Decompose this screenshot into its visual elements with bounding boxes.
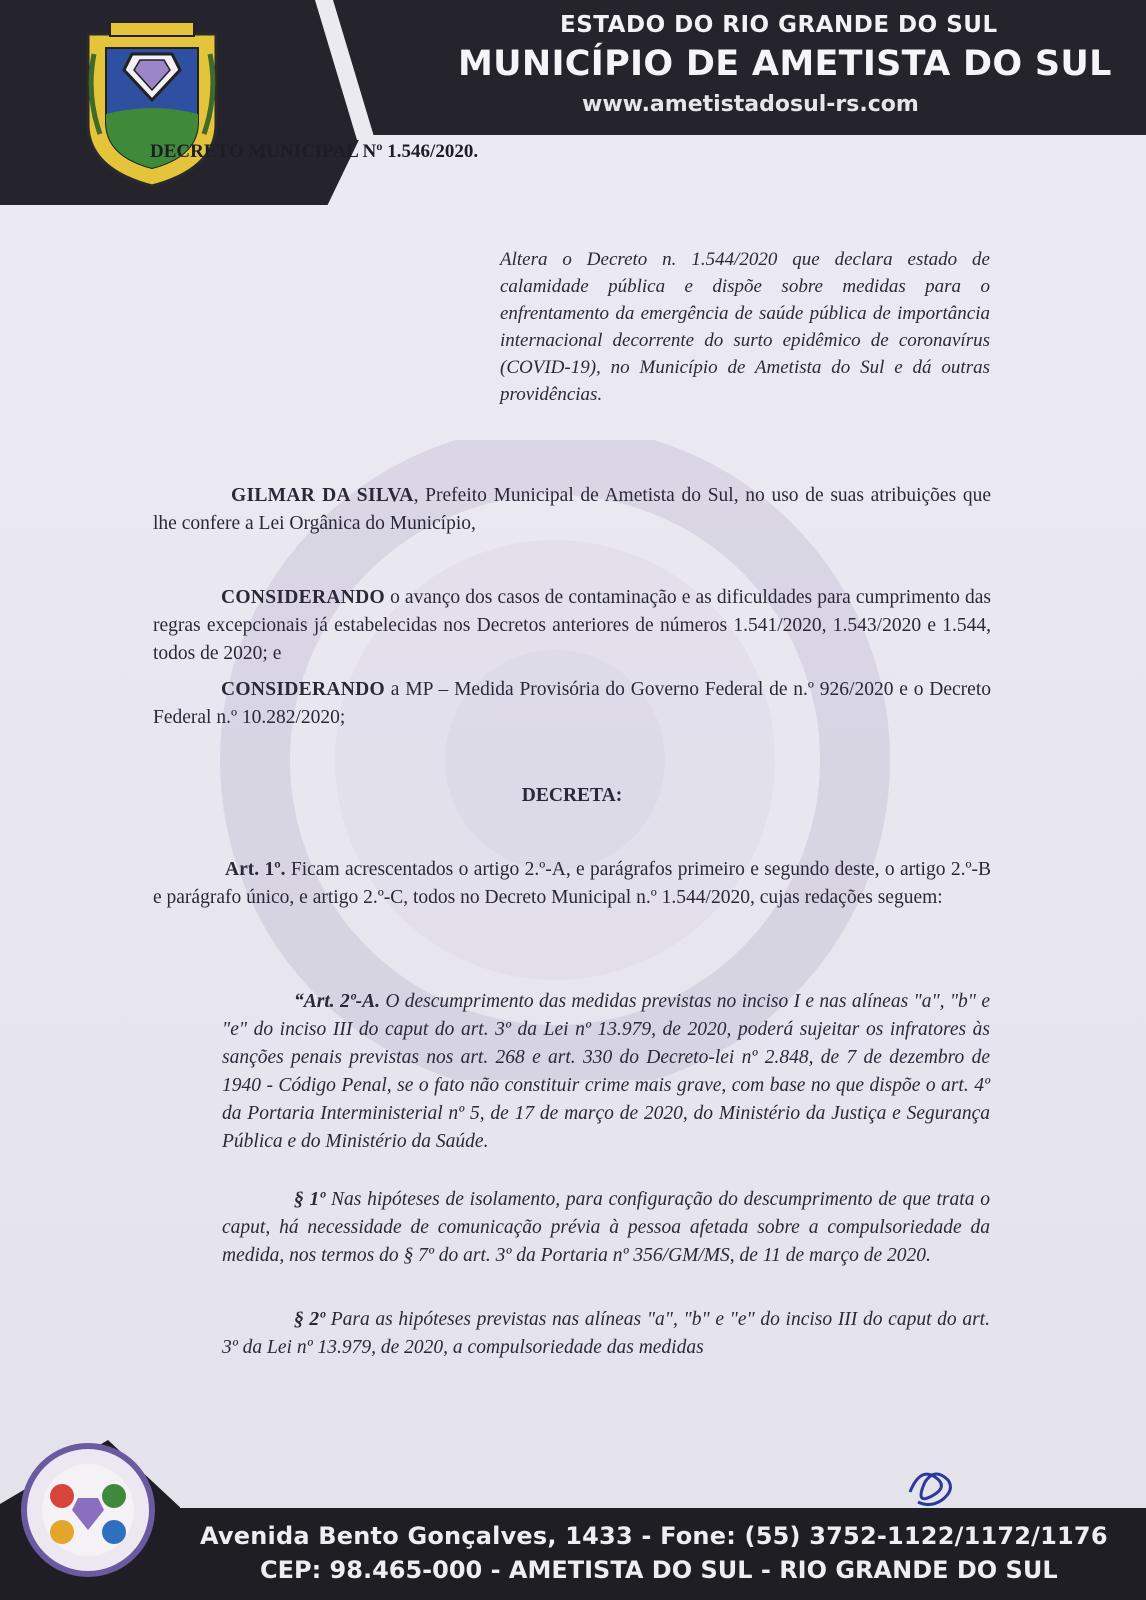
- article-2a-lead: “Art. 2º-A.: [294, 991, 380, 1012]
- considerando-1: [153, 584, 991, 668]
- paragraph-2: [222, 1306, 990, 1362]
- mayor-name: GILMAR DA SILVA: [231, 485, 414, 506]
- signature-initials-icon: [900, 1462, 960, 1512]
- decreta-heading: DECRETA:: [521, 785, 623, 806]
- article-1-lead: Art. 1º.: [225, 859, 286, 880]
- footer-logo-icon: [18, 1440, 158, 1580]
- footer-cep: CEP: 98.465-000 - AMETISTA DO SUL - RIO GRANDE DO SUL: [260, 1556, 1058, 1584]
- paragraph-1: [222, 1186, 990, 1270]
- article-2a: [222, 988, 990, 1156]
- considerando-2-text: a MP – Medida Provisória do Governo Federal de n.º 926/2020 e o Decreto Federal n.º 10.282/2020;: [153, 679, 991, 728]
- decree-summary: Altera o Decreto n. 1.544/2020 que declara estado de calamidade pública e dispõe sobre medidas para o enfrentamento da emergência de saúde pública de importância internacional decorrente do surto epidêmico de coronavírus (COVID-19), no Município de Ametista do Sul e dá outras providências.: [500, 249, 990, 405]
- considerando-1-text: o avanço dos casos de contaminação e as dificuldades para cumprimento das regras excepcionais já estabelecidas nos Decretos anteriores de números 1.541/2020, 1.543/2020 e 1.544, todos de 2020; e: [153, 587, 991, 664]
- paragraph-1-text: Nas hipóteses de isolamento, para configuração do descumprimento de que trata o caput, há necessidade de comunicação prévia à pessoa afetada sobre a compulsoriedade da medida, nos termos do § 7º do art. 3º da Portaria nº 356/GM/MS, de 11 de março de 2020.: [222, 1189, 990, 1266]
- paragraph-2-lead: § 2º: [294, 1309, 326, 1330]
- header-website: www.ametistadosul-rs.com: [582, 92, 919, 117]
- header-state: ESTADO DO RIO GRANDE DO SUL: [560, 12, 998, 38]
- considerando-2: [153, 676, 991, 732]
- decree-number: DECRETO MUNICIPAL Nº 1.546/2020.: [150, 141, 479, 162]
- municipal-crest-icon: [80, 14, 224, 190]
- article-1: [153, 856, 991, 912]
- considerando-2-lead: CONSIDERANDO: [221, 679, 385, 700]
- article-2a-text: O descumprimento das medidas previstas no inciso I e nas alíneas "a", "b" e "e" do inciso III do caput do art. 3º da Lei nº 13.979, de 2020, poderá sujeitar os infratores às sanções penais previstas nos art. 268 e art. 330 do Decreto-lei nº 2.848, de 7 de dezembro de 1940 - Código Penal, se o fato não constituir crime mais grave, com base no que dispõe o art. 4º da Portaria Interministerial nº 5, de 17 de março de 2020, do Ministério da Justiça e Segurança Pública e do Ministério da Saúde.: [222, 991, 990, 1152]
- considerando-1-lead: CONSIDERANDO: [221, 587, 385, 608]
- preamble-text: , Prefeito Municipal de Ametista do Sul, no uso de suas atribuições que lhe confere a Lei Orgânica do Município,: [153, 485, 992, 534]
- paragraph-2-text: Para as hipóteses previstas nas alíneas "a", "b" e "e" do inciso III do caput do art. 3º da Lei nº 13.979, de 2020, a compulsoriedade das medidas: [222, 1309, 990, 1358]
- header-city: MUNICÍPIO DE AMETISTA DO SUL: [458, 44, 1112, 84]
- article-1-text: Ficam acrescentados o artigo 2.º-A, e parágrafos primeiro e segundo deste, o artigo 2.º-B e parágrafo único, e artigo 2.º-C, todos no Decreto Municipal n.º 1.544/2020, cujas redações seguem:: [153, 859, 991, 908]
- preamble: [153, 482, 991, 538]
- paragraph-1-lead: § 1º: [294, 1189, 326, 1210]
- footer-address: Avenida Bento Gonçalves, 1433 - Fone: (55) 3752-1122/1172/1176: [200, 1522, 1108, 1550]
